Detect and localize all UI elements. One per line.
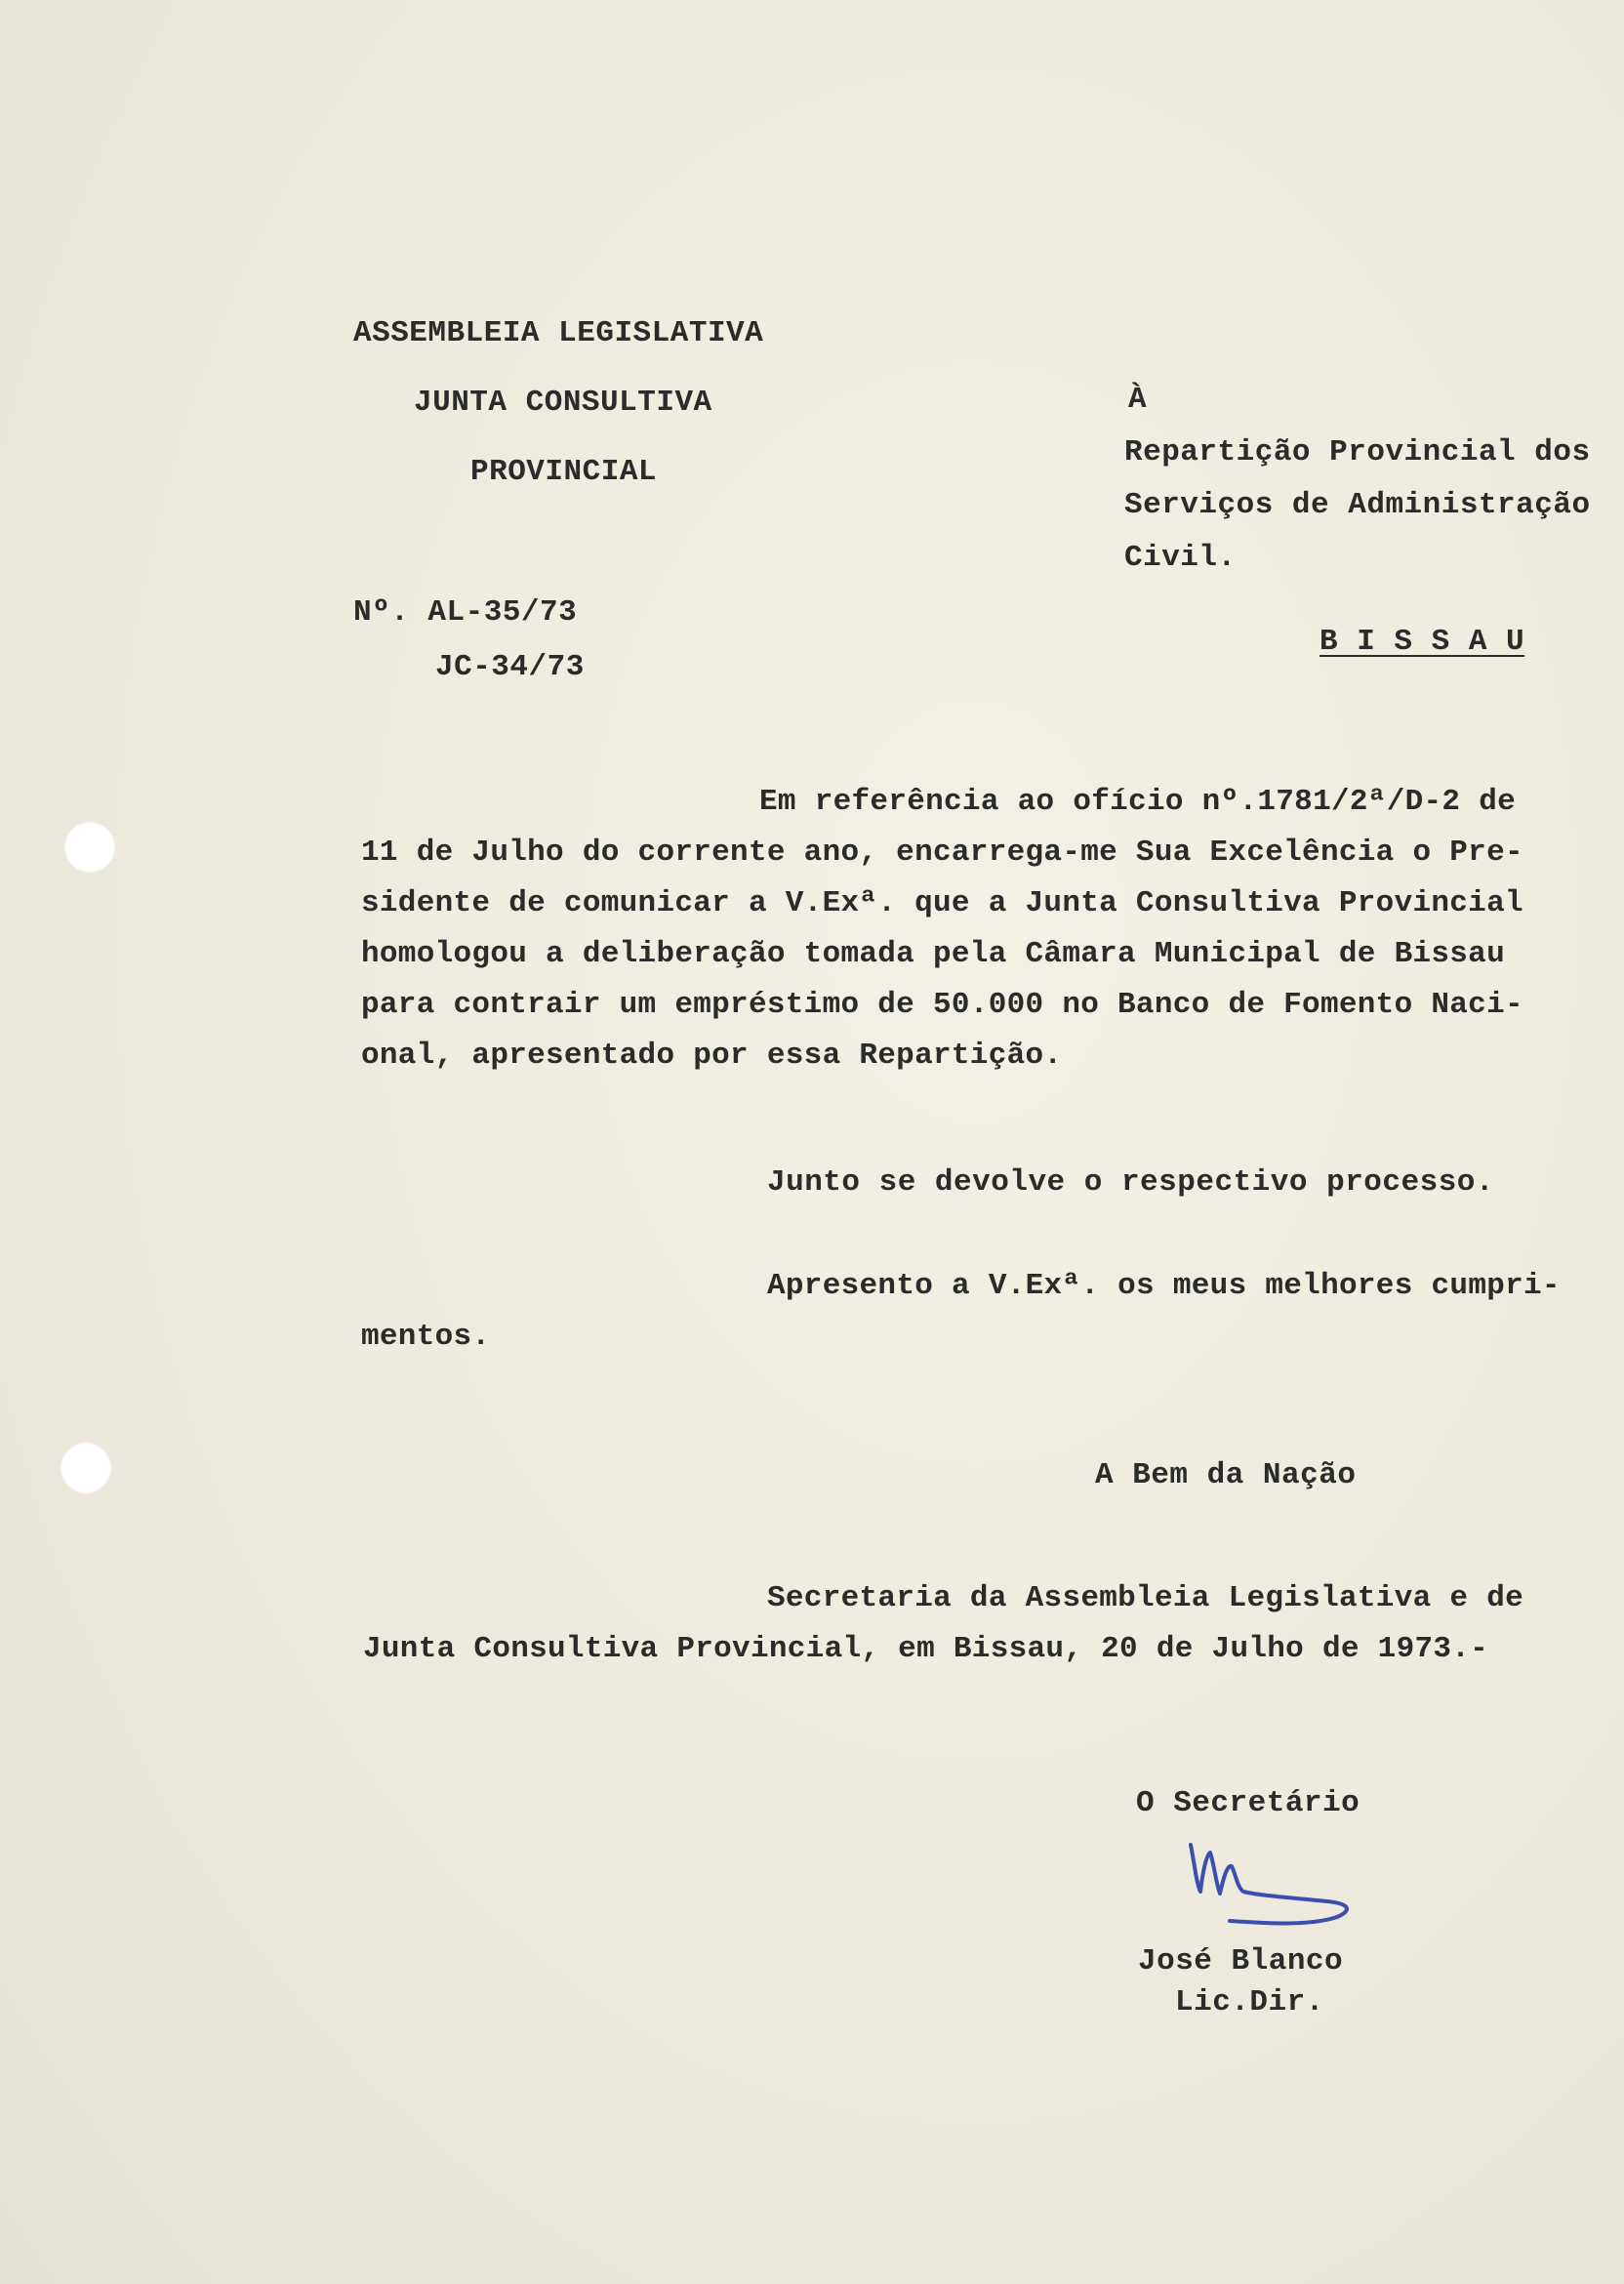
paragraph-1-line: onal, apresentado por essa Repartição. [361,1039,1063,1073]
closing-paragraph [363,1573,1573,1675]
reference-al: Nº. AL-35/73 [353,595,578,630]
body-paragraph-2: Junto se devolve o respectivo processo. [767,1165,1495,1200]
recipient-line3: Civil. [1124,541,1237,575]
punch-hole-top [64,822,115,873]
reference-jc: JC-34/73 [435,650,585,684]
paragraph-1-line: Em referência ao ofício nº.1781/2ª/D-2 de [759,785,1517,819]
salutation: A Bem da Nação [1095,1458,1357,1492]
recipient-prefix: À [1128,383,1148,417]
body-paragraph-3 [361,1261,1571,1363]
body-paragraph-1 [361,777,1571,1081]
punch-hole-bottom [61,1443,111,1493]
recipient-line1: Repartição Provincial dos [1124,435,1591,469]
header-junta: JUNTA CONSULTIVA [414,386,712,420]
signature-name: José Blanco [1138,1944,1344,1978]
paragraph-1-line: sidente de comunicar a V.Exª. que a Junta Consultiva Provincial [361,886,1523,920]
paragraph-1-line: homologou a deliberação tomada pela Câmara Municipal de Bissau [361,937,1505,971]
paragraph-3-line: Apresento a V.Exª. os meus melhores cumpri- [767,1269,1561,1303]
recipient-line2: Serviços de Administração [1124,488,1591,522]
signature-position: Lic.Dir. [1175,1985,1324,2019]
recipient-city: B I S S A U [1320,625,1525,659]
paragraph-3-line: mentos. [361,1320,491,1354]
signature-title: O Secretário [1136,1786,1360,1820]
paragraph-1-line: para contrair um empréstimo de 50.000 no Banco de Fomento Naci- [361,988,1523,1022]
closing-line: Junta Consultiva Provincial, em Bissau, 20 de Julho de 1973.- [363,1632,1489,1666]
handwritten-signature [1181,1815,1376,1962]
paragraph-1-line: 11 de Julho do corrente ano, encarrega-me Sua Excelência o Pre- [361,836,1523,870]
closing-line: Secretaria da Assembleia Legislativa e de [767,1581,1524,1615]
header-provincial: PROVINCIAL [470,455,658,489]
header-assembleia: ASSEMBLEIA LEGISLATIVA [353,316,764,350]
